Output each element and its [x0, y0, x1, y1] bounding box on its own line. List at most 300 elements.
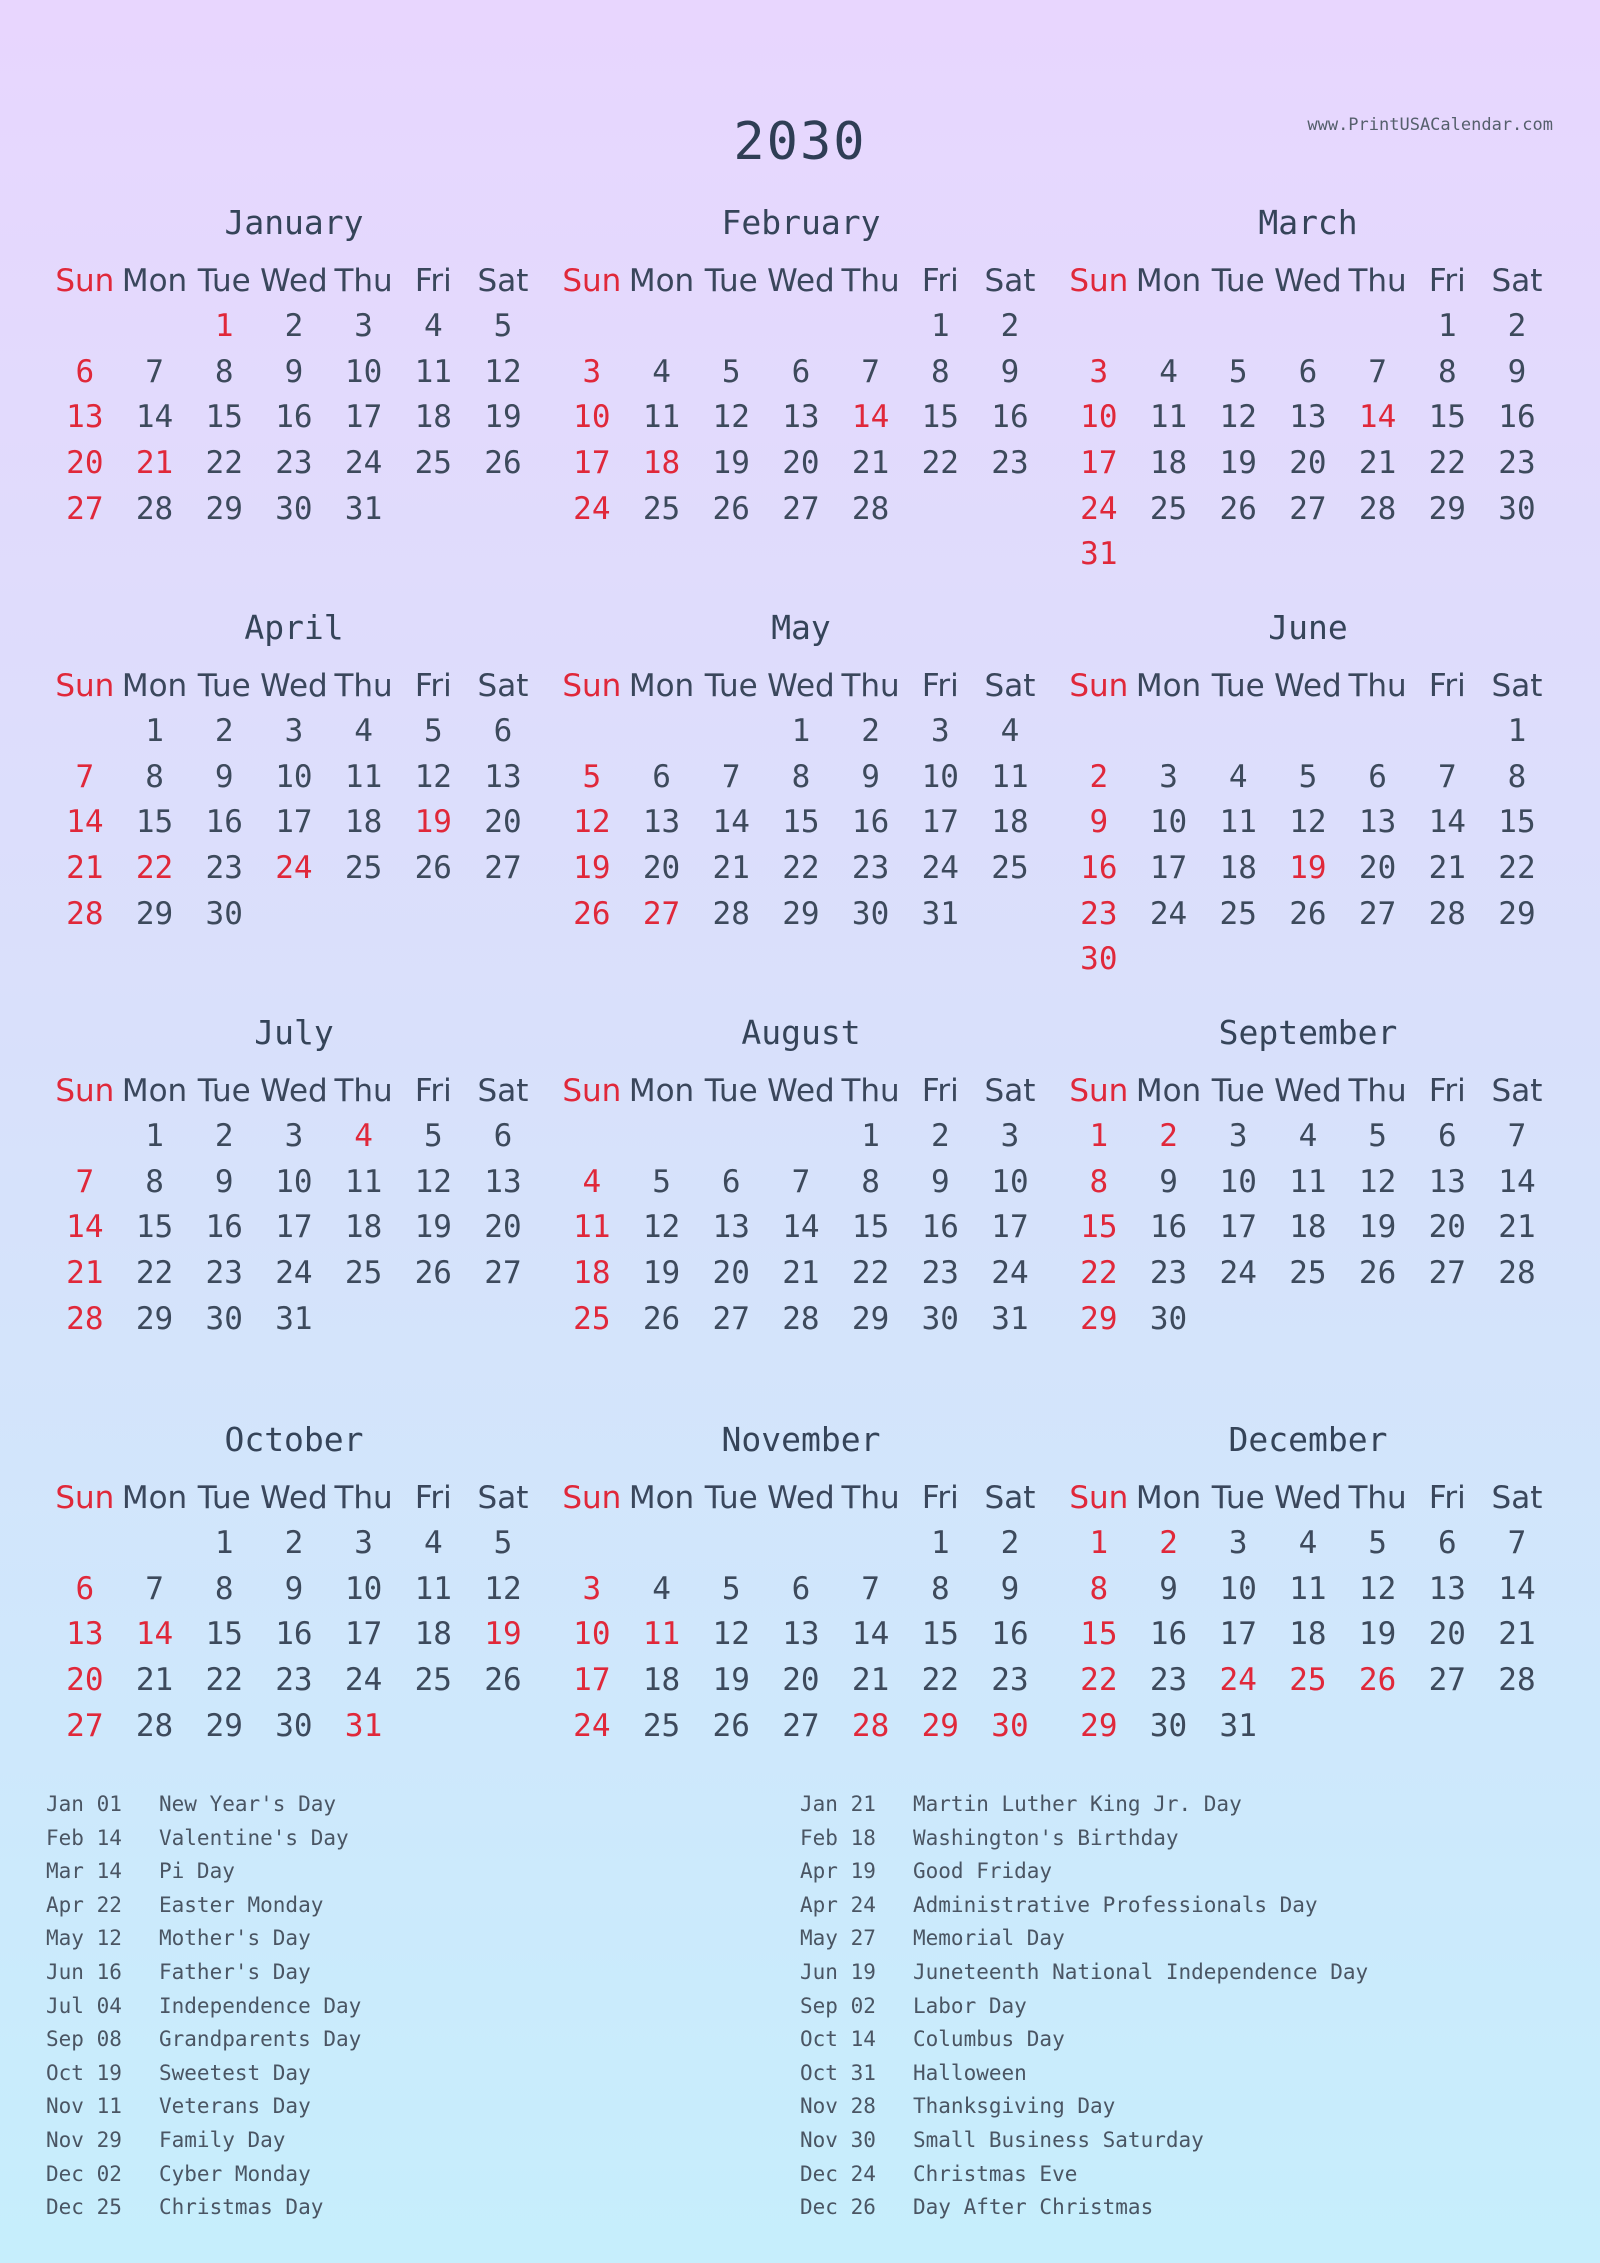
weekday-label: Wed — [1274, 668, 1342, 704]
day-cell: 10 — [1219, 1163, 1257, 1200]
empty-cell — [120, 304, 190, 350]
holiday-date: Oct 14 — [800, 2027, 876, 2052]
day-cell: 22 — [1080, 1255, 1118, 1292]
holiday-name: Father's Day — [159, 1959, 311, 1984]
day-cell: 4 — [1298, 1118, 1318, 1154]
holiday-date: Apr 24 — [800, 1892, 876, 1917]
month-june — [1064, 605, 1552, 983]
weekday-header — [50, 1475, 538, 1521]
holiday-item — [800, 2023, 1560, 2057]
weekday-label: Sat — [984, 1073, 1036, 1109]
day-cell: 29 — [135, 895, 174, 932]
day-cell: 27 — [782, 490, 820, 527]
week-row — [50, 755, 538, 801]
day-cell: 10 — [344, 353, 383, 390]
day-cell: 2 — [1159, 1118, 1178, 1154]
weekday-header — [1064, 663, 1552, 709]
week-row — [557, 892, 1045, 938]
empty-cell — [696, 1114, 766, 1160]
day-cell: 21 — [1428, 850, 1466, 887]
day-cell: 7 — [1507, 1525, 1527, 1561]
day-cell: 30 — [205, 1300, 243, 1337]
empty-cell — [1273, 532, 1343, 578]
day-cell: 2 — [214, 713, 234, 749]
holiday-item — [46, 1822, 806, 1856]
day-cell: 10 — [921, 758, 959, 795]
day-cell: 27 — [1289, 490, 1327, 527]
day-cell: 5 — [493, 1525, 513, 1561]
weekday-label: Wed — [260, 1073, 328, 1109]
day-cell: 21 — [1498, 1209, 1536, 1246]
day-cell: 16 — [991, 1616, 1029, 1653]
empty-cell — [696, 709, 766, 755]
day-cell: 1 — [930, 1525, 950, 1561]
holiday-date: Sep 02 — [800, 1993, 876, 2018]
day-cell: 27 — [1428, 1662, 1466, 1699]
day-cell: 8 — [1507, 758, 1527, 795]
day-cell: 21 — [712, 850, 750, 887]
day-cell: 13 — [1358, 804, 1397, 841]
empty-cell — [1412, 709, 1482, 755]
day-cell: 16 — [921, 1209, 959, 1246]
day-cell: 19 — [414, 1209, 452, 1246]
day-cell: 24 — [344, 1662, 383, 1699]
holiday-name: Thanksgiving Day — [913, 2094, 1116, 2119]
month-name: June — [1268, 608, 1348, 647]
day-cell: 31 — [921, 895, 959, 932]
weekday-label: Tue — [197, 1480, 251, 1516]
holiday-date: Sep 08 — [46, 2027, 122, 2052]
day-cell: 29 — [1428, 490, 1466, 527]
day-cell: 28 — [712, 895, 750, 932]
empty-cell — [557, 709, 627, 755]
day-cell: 23 — [275, 445, 313, 482]
empty-cell — [557, 1114, 627, 1160]
day-cell: 26 — [484, 445, 522, 482]
day-cell: 6 — [652, 758, 671, 795]
week-row — [50, 441, 538, 487]
day-cell: 17 — [573, 1662, 611, 1699]
weekday-header — [50, 258, 538, 304]
holiday-item — [800, 2158, 1560, 2192]
day-cell: 28 — [1498, 1662, 1536, 1699]
holiday-name: Grandparents Day — [159, 2027, 362, 2052]
day-cell: 3 — [284, 1118, 304, 1154]
day-cell: 31 — [991, 1300, 1029, 1337]
weekday-label: Tue — [1211, 668, 1265, 704]
empty-cell — [1343, 937, 1413, 983]
weekday-label: Wed — [1274, 263, 1342, 299]
day-cell: 31 — [344, 490, 383, 527]
day-cell: 9 — [214, 758, 234, 795]
holiday-name: Martin Luther King Jr. Day — [913, 1792, 1242, 1816]
day-cell: 28 — [66, 1300, 104, 1337]
empty-cell — [696, 1521, 766, 1567]
day-cell: 15 — [135, 1209, 174, 1246]
empty-cell — [836, 1521, 906, 1567]
weekday-label: Tue — [704, 263, 758, 299]
day-cell: 4 — [1000, 713, 1020, 749]
empty-cell — [1203, 304, 1273, 350]
empty-cell — [1273, 1704, 1343, 1750]
holiday-name: Easter Monday — [159, 1892, 324, 1917]
day-cell: 17 — [1219, 1616, 1257, 1653]
day-cell: 20 — [1358, 850, 1397, 887]
weekday-label: Tue — [197, 1073, 251, 1109]
day-cell: 31 — [344, 1707, 383, 1744]
site-url: www.PrintUSACalendar.com — [1307, 115, 1553, 135]
day-cell: 11 — [573, 1209, 611, 1246]
day-cell: 6 — [493, 713, 513, 749]
day-cell: 13 — [484, 758, 522, 795]
day-cell: 10 — [1080, 399, 1118, 436]
day-cell: 13 — [782, 399, 820, 436]
day-cell: 3 — [284, 713, 304, 749]
week-row — [1064, 937, 1552, 983]
week-row — [557, 1114, 1045, 1160]
day-cell: 14 — [135, 399, 174, 436]
day-cell: 9 — [284, 353, 304, 390]
day-cell: 19 — [484, 1616, 522, 1653]
empty-cell — [468, 1297, 538, 1343]
empty-cell — [766, 1114, 836, 1160]
day-cell: 30 — [851, 895, 890, 932]
weekday-label: Mon — [1135, 1073, 1202, 1109]
month-december — [1064, 1417, 1552, 1749]
day-cell: 4 — [1298, 1525, 1318, 1561]
day-cell: 15 — [921, 399, 959, 436]
holiday-date: Jun 16 — [46, 1959, 122, 1984]
month-november — [557, 1417, 1045, 1749]
day-cell: 31 — [275, 1300, 313, 1337]
holiday-name: Mother's Day — [159, 1926, 311, 1951]
holiday-item — [46, 1922, 806, 1956]
holiday-item — [800, 1855, 1560, 1889]
holiday-name: Day After Christmas — [913, 2195, 1154, 2220]
weekday-label: Sun — [1069, 263, 1129, 299]
day-cell: 23 — [205, 850, 243, 887]
day-cell: 8 — [1437, 353, 1457, 390]
weekday-label: Mon — [628, 1073, 695, 1109]
empty-cell — [1273, 304, 1343, 350]
day-cell: 16 — [205, 1209, 243, 1246]
day-cell: 18 — [642, 445, 681, 482]
day-cell: 19 — [642, 1255, 681, 1292]
day-cell: 1 — [791, 713, 811, 749]
week-row — [1064, 1567, 1552, 1613]
empty-cell — [1064, 709, 1134, 755]
day-cell: 1 — [1089, 1118, 1109, 1154]
holiday-date: Nov 28 — [800, 2094, 876, 2119]
empty-cell — [1482, 1297, 1552, 1343]
week-row — [557, 1297, 1045, 1343]
day-cell: 1 — [214, 308, 234, 344]
week-row — [557, 1704, 1045, 1750]
day-cell: 24 — [1149, 895, 1188, 932]
month-name: April — [244, 608, 344, 647]
week-row — [50, 1658, 538, 1704]
week-row — [557, 1612, 1045, 1658]
day-cell: 6 — [75, 353, 95, 390]
week-row — [1064, 1251, 1552, 1297]
day-cell: 15 — [782, 804, 820, 841]
day-cell: 24 — [344, 445, 383, 482]
day-cell: 8 — [145, 1163, 164, 1200]
weekday-label: Fri — [1428, 668, 1466, 704]
day-cell: 22 — [1498, 850, 1536, 887]
month-name: March — [1258, 203, 1358, 242]
day-cell: 16 — [1498, 399, 1536, 436]
day-cell: 25 — [344, 850, 383, 887]
day-cell: 7 — [1507, 1118, 1527, 1154]
week-row — [1064, 487, 1552, 533]
day-cell: 14 — [66, 1209, 104, 1246]
day-cell: 1 — [861, 1118, 880, 1154]
day-cell: 30 — [1080, 941, 1118, 978]
day-cell: 24 — [921, 850, 959, 887]
day-cell: 5 — [721, 1570, 741, 1607]
day-cell: 11 — [1149, 399, 1188, 436]
weekday-label: Sat — [477, 1073, 529, 1109]
day-cell: 17 — [1080, 445, 1118, 482]
week-row — [1064, 1612, 1552, 1658]
weekday-label: Sat — [1491, 1073, 1543, 1109]
holiday-item — [800, 2057, 1560, 2091]
day-cell: 8 — [214, 353, 234, 390]
day-cell: 27 — [484, 1255, 522, 1292]
day-cell: 26 — [1358, 1662, 1397, 1699]
day-cell: 9 — [861, 758, 880, 795]
holiday-date: Feb 14 — [46, 1825, 122, 1850]
day-cell: 26 — [1289, 895, 1327, 932]
empty-cell — [1343, 709, 1413, 755]
week-row — [50, 1160, 538, 1206]
day-cell: 1 — [930, 308, 950, 344]
weekday-label: Wed — [260, 1480, 328, 1516]
day-cell: 4 — [652, 353, 671, 390]
empty-cell — [975, 892, 1045, 938]
holiday-list-left — [46, 1788, 806, 2225]
day-cell: 4 — [1159, 353, 1178, 390]
holiday-name: Christmas Eve — [913, 2161, 1078, 2186]
weekday-label: Tue — [704, 668, 758, 704]
month-name: January — [224, 203, 364, 242]
day-cell: 6 — [791, 353, 811, 390]
day-cell: 25 — [414, 1662, 452, 1699]
weekday-label: Sun — [1069, 1480, 1129, 1516]
day-cell: 7 — [791, 1163, 811, 1200]
holiday-item — [46, 1956, 806, 1990]
day-cell: 26 — [414, 850, 452, 887]
day-cell: 10 — [1149, 804, 1188, 841]
weekday-label: Tue — [197, 263, 251, 299]
day-cell: 2 — [1000, 1525, 1020, 1561]
holiday-date: Jan 01 — [46, 1792, 122, 1816]
day-cell: 20 — [484, 1209, 522, 1246]
day-cell: 5 — [1368, 1525, 1387, 1561]
day-cell: 16 — [275, 1616, 313, 1653]
weekday-label: Fri — [414, 668, 452, 704]
day-cell: 2 — [1507, 308, 1527, 344]
weekday-header — [557, 1475, 1045, 1521]
weekday-label: Sat — [1491, 668, 1543, 704]
week-row — [1064, 304, 1552, 350]
holiday-name: Labor Day — [913, 1993, 1027, 2018]
day-cell: 9 — [284, 1570, 304, 1607]
day-cell: 16 — [275, 399, 313, 436]
weekday-label: Tue — [1211, 1480, 1265, 1516]
day-cell: 26 — [573, 895, 611, 932]
weekday-label: Fri — [921, 1073, 959, 1109]
day-cell: 28 — [1358, 490, 1397, 527]
holiday-item — [800, 2124, 1560, 2158]
day-cell: 18 — [414, 399, 452, 436]
weekday-label: Wed — [767, 263, 835, 299]
day-cell: 8 — [1089, 1570, 1109, 1607]
weekday-label: Fri — [1428, 1480, 1466, 1516]
weekday-label: Thu — [334, 1480, 393, 1516]
day-cell: 6 — [791, 1570, 811, 1607]
day-cell: 11 — [344, 1163, 383, 1200]
day-cell: 24 — [1219, 1255, 1257, 1292]
empty-cell — [1482, 532, 1552, 578]
weekday-label: Thu — [334, 1073, 393, 1109]
day-cell: 29 — [205, 1707, 243, 1744]
day-cell: 8 — [1089, 1163, 1109, 1200]
day-cell: 23 — [275, 1662, 313, 1699]
holiday-date: Jun 19 — [800, 1959, 876, 1984]
week-row — [50, 1114, 538, 1160]
week-row — [557, 1251, 1045, 1297]
day-cell: 25 — [642, 490, 681, 527]
day-cell: 25 — [1289, 1255, 1327, 1292]
day-cell: 17 — [275, 804, 313, 841]
weekday-header — [1064, 1068, 1552, 1114]
holiday-list-right — [800, 1788, 1560, 2225]
day-cell: 18 — [414, 1616, 452, 1653]
day-cell: 26 — [712, 490, 750, 527]
day-cell: 9 — [214, 1163, 234, 1200]
day-cell: 10 — [573, 399, 611, 436]
day-cell: 23 — [1498, 445, 1536, 482]
day-cell: 1 — [1507, 713, 1527, 749]
day-cell: 25 — [991, 850, 1029, 887]
empty-cell — [1134, 304, 1204, 350]
empty-cell — [905, 487, 975, 533]
day-cell: 2 — [930, 1118, 950, 1154]
holiday-item — [800, 1788, 1560, 1822]
day-cell: 17 — [991, 1209, 1029, 1246]
day-cell: 1 — [1089, 1525, 1109, 1561]
day-cell: 21 — [851, 445, 890, 482]
holiday-item — [46, 1788, 806, 1822]
day-cell: 30 — [275, 490, 313, 527]
weekday-label: Fri — [414, 1480, 452, 1516]
day-cell: 26 — [484, 1662, 522, 1699]
day-cell: 16 — [851, 804, 890, 841]
weekday-label: Thu — [1348, 1073, 1407, 1109]
day-cell: 20 — [1289, 445, 1327, 482]
day-cell: 15 — [1428, 399, 1466, 436]
day-cell: 25 — [344, 1255, 383, 1292]
day-cell: 27 — [712, 1300, 750, 1337]
weekday-label: Sat — [1491, 263, 1543, 299]
week-row — [557, 1205, 1045, 1251]
day-cell: 29 — [1080, 1707, 1118, 1744]
week-row — [50, 800, 538, 846]
day-cell: 6 — [1368, 758, 1387, 795]
holiday-name: Pi Day — [159, 1859, 235, 1884]
day-cell: 16 — [991, 399, 1029, 436]
day-cell: 21 — [66, 850, 104, 887]
holiday-item — [46, 2191, 806, 2225]
empty-cell — [398, 487, 468, 533]
day-cell: 8 — [145, 758, 164, 795]
holiday-name: Columbus Day — [913, 2027, 1065, 2052]
week-row — [1064, 709, 1552, 755]
week-row — [557, 800, 1045, 846]
day-cell: 18 — [344, 1209, 383, 1246]
weekday-label: Wed — [767, 1480, 835, 1516]
empty-cell — [468, 892, 538, 938]
weekday-label: Wed — [260, 668, 328, 704]
week-row — [50, 1251, 538, 1297]
day-cell: 7 — [75, 1163, 95, 1200]
month-name: July — [254, 1013, 334, 1052]
holiday-item — [46, 1889, 806, 1923]
day-cell: 18 — [642, 1662, 681, 1699]
empty-cell — [1134, 937, 1204, 983]
month-name: October — [224, 1420, 364, 1459]
weekday-label: Mon — [121, 668, 188, 704]
holiday-date: Feb 18 — [800, 1825, 876, 1850]
holiday-name: New Year's Day — [159, 1792, 337, 1816]
day-cell: 8 — [930, 353, 950, 390]
day-cell: 10 — [275, 1163, 313, 1200]
day-cell: 7 — [1437, 758, 1457, 795]
holiday-item — [800, 2191, 1560, 2225]
holiday-name: Cyber Monday — [159, 2161, 311, 2186]
day-cell: 5 — [582, 758, 602, 795]
month-august — [557, 1010, 1045, 1342]
weekday-label: Tue — [704, 1480, 758, 1516]
day-cell: 8 — [861, 1163, 880, 1200]
empty-cell — [1134, 532, 1204, 578]
weekday-label: Fri — [1428, 263, 1466, 299]
day-cell: 15 — [1080, 1616, 1118, 1653]
week-row — [1064, 1704, 1552, 1750]
day-cell: 20 — [782, 1662, 820, 1699]
weekday-label: Fri — [921, 263, 959, 299]
empty-cell — [1203, 1297, 1273, 1343]
day-cell: 10 — [275, 758, 313, 795]
day-cell: 12 — [1289, 804, 1327, 841]
week-row — [50, 892, 538, 938]
day-cell: 11 — [642, 1616, 681, 1653]
empty-cell — [1203, 532, 1273, 578]
day-cell: 30 — [1149, 1300, 1188, 1337]
empty-cell — [398, 1704, 468, 1750]
day-cell: 2 — [1159, 1525, 1178, 1561]
week-row — [1064, 1205, 1552, 1251]
day-cell: 27 — [66, 490, 104, 527]
day-cell: 8 — [930, 1570, 950, 1607]
holiday-date: Jul 04 — [46, 1993, 122, 2018]
day-cell: 19 — [712, 1662, 750, 1699]
day-cell: 18 — [991, 804, 1029, 841]
day-cell: 24 — [1080, 490, 1118, 527]
day-cell: 5 — [1298, 758, 1318, 795]
